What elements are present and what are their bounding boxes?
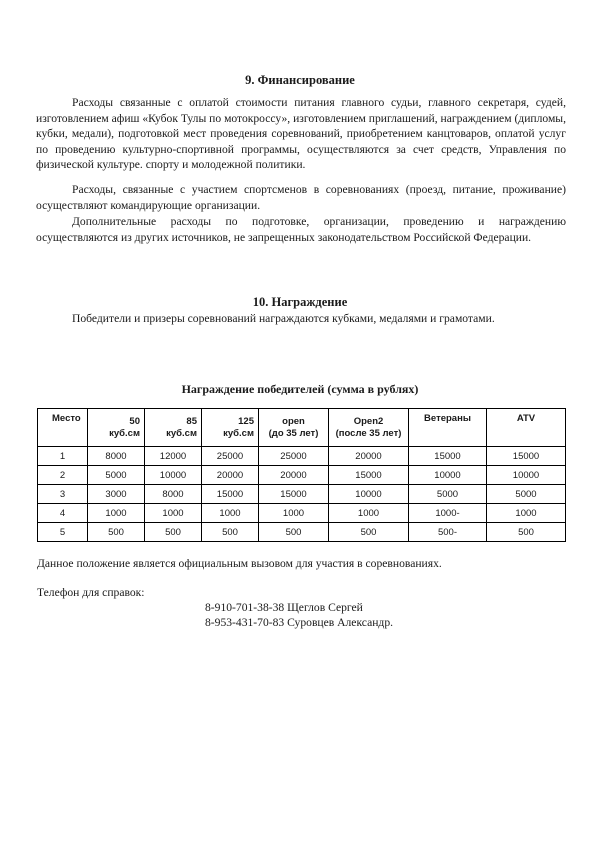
official-notice: Данное положение является официальным вызовом для участия в соревнованиях. — [37, 557, 442, 570]
table-row — [38, 485, 566, 504]
phone-line-1: 8-910-701-38-38 Щеглов Сергей — [205, 601, 363, 614]
cell-125cc: 25000 — [202, 447, 259, 466]
cell-open: 1000 — [259, 504, 329, 523]
section9-paragraph-3: Дополнительные расходы по подготовке, организации, проведению и награждению осуществляются из других источников, не запрещенных законодательством Российской Федерации. — [36, 215, 566, 244]
cell-place: 2 — [38, 466, 88, 485]
header-open2: Open2 (после 35 лет) — [329, 409, 409, 447]
cell-open2: 1000 — [329, 504, 409, 523]
header-veterans: Ветераны — [409, 409, 487, 447]
cell-atv: 10000 — [487, 466, 566, 485]
cell-open2: 500 — [329, 523, 409, 542]
cell-50cc: 8000 — [88, 447, 145, 466]
cell-open2: 15000 — [329, 466, 409, 485]
cell-open: 15000 — [259, 485, 329, 504]
header-open: open (до 35 лет) — [259, 409, 329, 447]
table-row — [38, 504, 566, 523]
table-row — [38, 523, 566, 542]
header-place: Место — [38, 409, 88, 447]
cell-open2: 20000 — [329, 447, 409, 466]
cell-85cc: 10000 — [145, 466, 202, 485]
section9-paragraph-1: Расходы связанные с оплатой стоимости питания главного судьи, главного секретаря, судей, изготовлением афиш «Кубок Тулы по мотокроссу», изготовлением приглашений, награждением (дипломы, кубки, медали), подготовкой мест проведения соревнований, приобретением канцтоваров, оплатой услуг по проведению культурно-спортивной программы, осуществляются за счет средств, Управления по физической культуре. спорту и молодежной политики. — [36, 96, 566, 172]
cell-125cc: 15000 — [202, 485, 259, 504]
section9-paragraph-2: Расходы, связанные с участием спортсменов в соревнованиях (проезд, питание, проживание) осуществляют командирующие организации. — [36, 183, 566, 212]
section10-text: Победители и призеры соревнований награждаются кубками, медалями и грамотами. — [72, 312, 495, 325]
cell-50cc: 500 — [88, 523, 145, 542]
cell-125cc: 500 — [202, 523, 259, 542]
cell-open: 25000 — [259, 447, 329, 466]
cell-50cc: 1000 — [88, 504, 145, 523]
cell-50cc: 5000 — [88, 466, 145, 485]
cell-veterans: 5000 — [409, 485, 487, 504]
cell-atv: 15000 — [487, 447, 566, 466]
header-125cc: 125 куб.см — [202, 409, 259, 447]
section9-heading: 9. Финансирование — [245, 73, 355, 87]
section10-heading: 10. Награждение — [252, 295, 348, 309]
cell-place: 4 — [38, 504, 88, 523]
cell-place: 3 — [38, 485, 88, 504]
cell-125cc: 1000 — [202, 504, 259, 523]
table-header-row — [38, 409, 566, 447]
cell-85cc: 12000 — [145, 447, 202, 466]
cell-place: 1 — [38, 447, 88, 466]
cell-85cc: 8000 — [145, 485, 202, 504]
cell-85cc: 1000 — [145, 504, 202, 523]
table-title: Награждение победителей (сумма в рублях) — [181, 382, 419, 396]
cell-125cc: 20000 — [202, 466, 259, 485]
header-85cc: 85 куб.см — [145, 409, 202, 447]
table-row — [38, 447, 566, 466]
cell-veterans: 500- — [409, 523, 487, 542]
cell-50cc: 3000 — [88, 485, 145, 504]
cell-veterans: 15000 — [409, 447, 487, 466]
cell-open: 20000 — [259, 466, 329, 485]
header-50cc: 50 куб.см — [88, 409, 145, 447]
contacts-label: Телефон для справок: — [37, 586, 145, 599]
awards-table — [37, 408, 566, 542]
cell-atv: 500 — [487, 523, 566, 542]
header-atv: ATV — [487, 409, 566, 447]
cell-place: 5 — [38, 523, 88, 542]
cell-open2: 10000 — [329, 485, 409, 504]
table-row — [38, 466, 566, 485]
cell-open: 500 — [259, 523, 329, 542]
cell-85cc: 500 — [145, 523, 202, 542]
phone-line-2: 8-953-431-70-83 Суровцев Александр. — [205, 616, 394, 629]
cell-atv: 1000 — [487, 504, 566, 523]
cell-veterans: 1000- — [409, 504, 487, 523]
cell-veterans: 10000 — [409, 466, 487, 485]
cell-atv: 5000 — [487, 485, 566, 504]
